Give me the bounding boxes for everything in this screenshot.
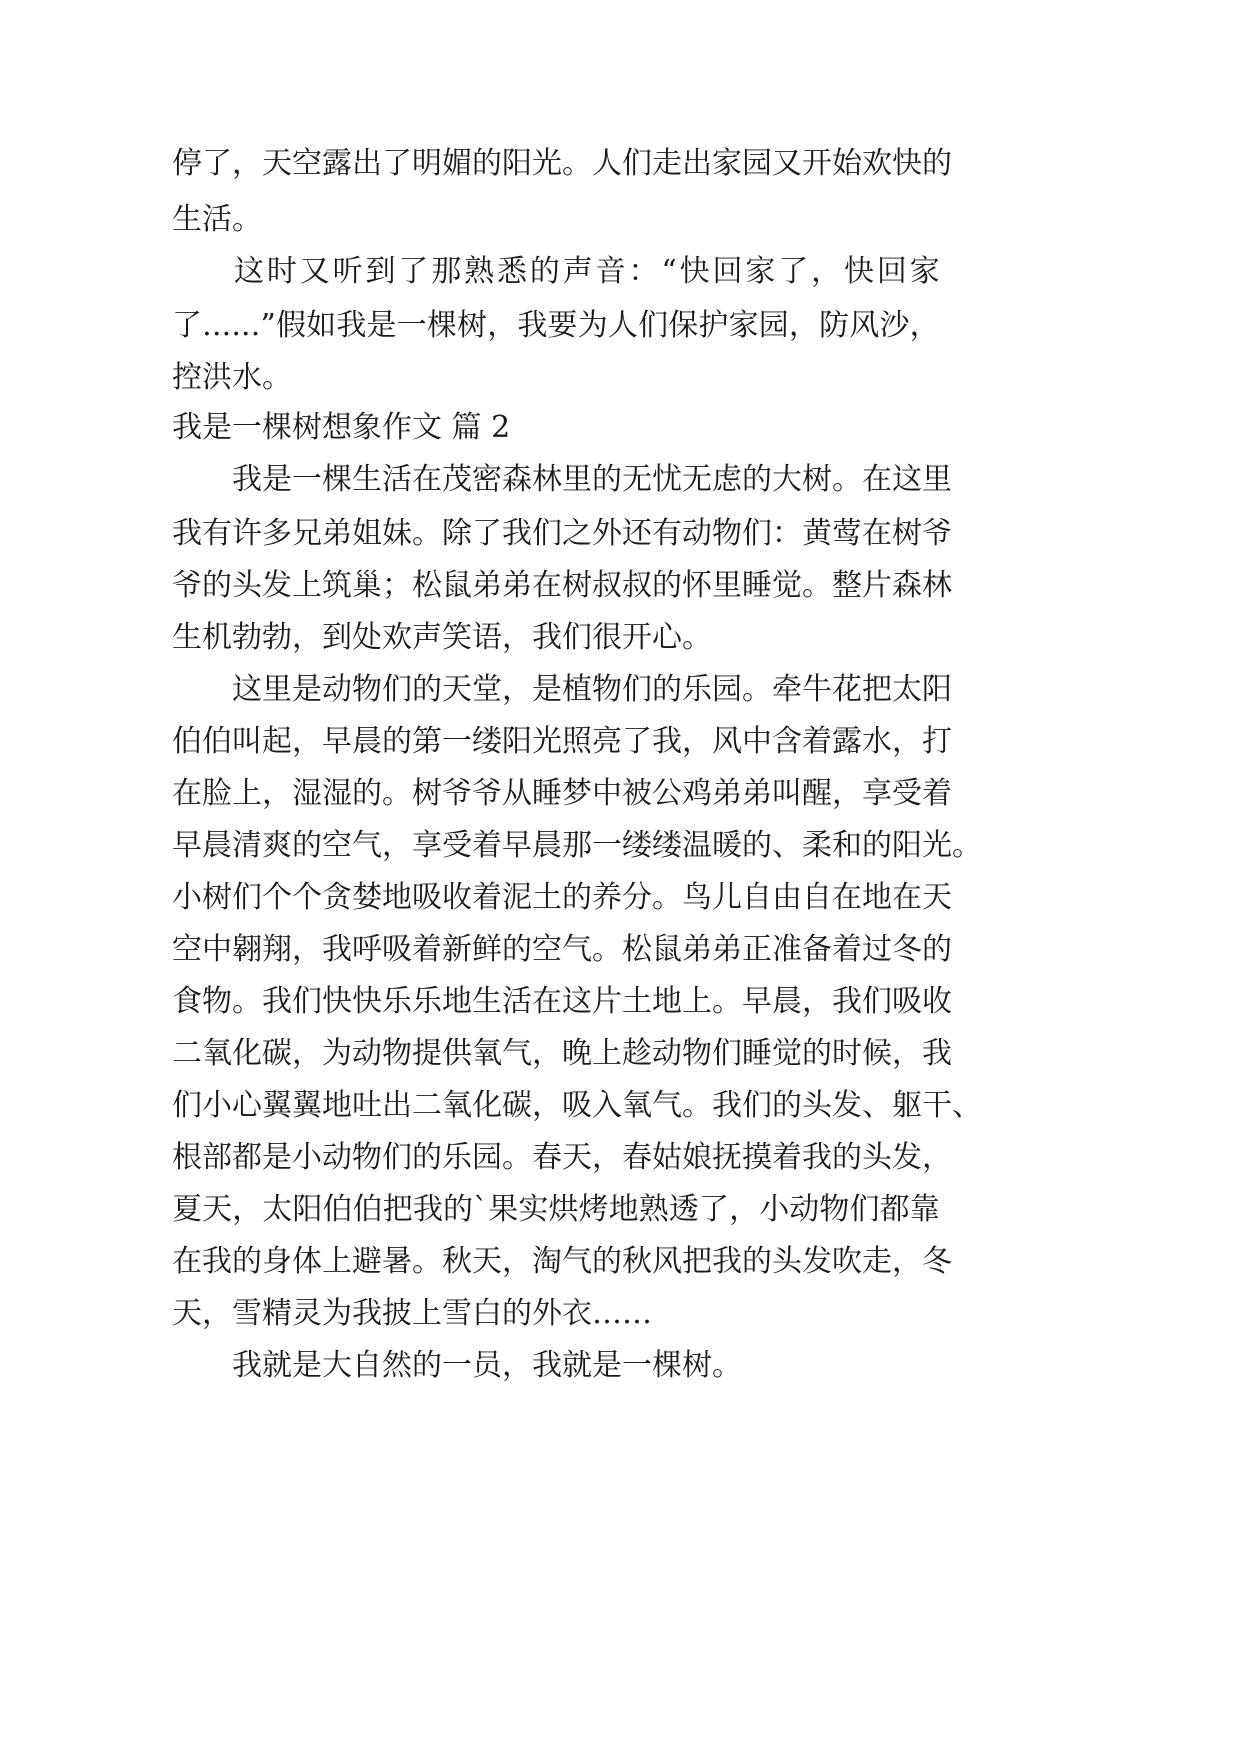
text-line: [0, 1128, 1241, 1188]
text-line: [0, 1180, 1241, 1240]
line-text: 夏 天 ， 太 阳 伯 伯 把 我 的 ` 果 实 烘 烤 地 熟 透 了 ， 小 动 物 们 都 靠: [172, 1192, 940, 1227]
text-line: [0, 660, 1241, 720]
text-line: [0, 1336, 1241, 1396]
text-line: [0, 556, 1241, 616]
text-line: [0, 450, 1241, 510]
text-line: [0, 504, 1241, 564]
text-line: [0, 242, 1241, 302]
section-heading: [0, 398, 1241, 458]
text-line: [0, 1232, 1241, 1292]
text-line: [0, 920, 1241, 980]
text-line: [0, 1284, 1241, 1344]
line-text: 我就是大自然的一员，我就是一棵树。: [232, 1348, 742, 1383]
text-line: [0, 134, 1241, 194]
line-text: 根 部 都 是 小 动 物 们 的 乐 园 。 春 天 ， 春 姑 娘 抚 摸 着 我 的 头 发 ，: [172, 1140, 952, 1175]
line-text: 食 物 。 我 们 快 快 乐 乐 地 生 活 在 这 片 土 地 上 。 早 晨 ， 我 们 吸 收: [172, 984, 952, 1019]
line-text: 这 时 又 听 到 了 那 熟 悉 的 声 音 ： “ 快 回 家 了 ， 快 回 家: [234, 254, 940, 289]
text-line: [0, 608, 1241, 668]
text-line: [0, 1024, 1241, 1084]
text-line: [0, 816, 1241, 876]
text-line: [0, 868, 1241, 928]
text-line: [0, 764, 1241, 824]
text-line: [0, 190, 1241, 250]
line-text: 我 有 许 多 兄 弟 姐 妹 。 除 了 我 们 之 外 还 有 动 物 们 ： 黄 莺 在 树 爷: [172, 516, 952, 551]
text-line: [0, 296, 1241, 356]
line-text: 生活。: [172, 202, 262, 237]
line-text: 这 里 是 动 物 们 的 天 堂 ， 是 植 物 们 的 乐 园 。 牵 牛 花 把 太 阳: [232, 672, 952, 707]
line-text: 在 脸 上 ， 湿 湿 的 。 树 爷 爷 从 睡 梦 中 被 公 鸡 弟 弟 叫 醒 ， 享 受 着: [172, 776, 952, 811]
line-text: 们 小 心 翼 翼 地 吐 出 二 氧 化 碳 ， 吸 入 氧 气 。 我 们 的 头 发 、 躯 干 、: [172, 1088, 982, 1123]
line-text: 在 我 的 身 体 上 避 暑 。 秋 天 ， 淘 气 的 秋 风 把 我 的 头 发 吹 走 ， 冬: [172, 1244, 952, 1279]
line-text: 空 中 翱 翔 ， 我 呼 吸 着 新 鲜 的 空 气 。 松 鼠 弟 弟 正 准 备 着 过 冬 的: [172, 932, 952, 967]
text-line: [0, 1076, 1241, 1136]
line-text: 小 树 们 个 个 贪 婪 地 吸 收 着 泥 土 的 养 分 。 鸟 儿 自 由 自 在 地 在 天: [172, 880, 952, 915]
line-text: 伯 伯 叫 起 ， 早 晨 的 第 一 缕 阳 光 照 亮 了 我 ， 风 中 含 着 露 水 ， 打: [172, 724, 952, 759]
text-line: [0, 712, 1241, 772]
line-text: 早 晨 清 爽 的 空 气 ， 享 受 着 早 晨 那 一 缕 缕 温 暖 的 、 柔 和 的 阳 光 。: [172, 828, 982, 863]
text-line: [0, 972, 1241, 1032]
line-text: 控洪水。: [172, 360, 292, 395]
heading-text: 我是一棵树想象作文 篇 2: [172, 410, 511, 445]
line-text: 二 氧 化 碳 ， 为 动 物 提 供 氧 气 ， 晚 上 趁 动 物 们 睡 觉 的 时 候 ， 我: [172, 1036, 952, 1071]
line-text: 爷 的 头 发 上 筑 巢 ； 松 鼠 弟 弟 在 树 叔 叔 的 怀 里 睡 觉 。 整 片 森 林: [172, 568, 952, 603]
line-text: 我 是 一 棵 生 活 在 茂 密 森 林 里 的 无 忧 无 虑 的 大 树 。 在 这 里: [232, 462, 952, 497]
line-text: 了 . . . . . . ” 假 如 我 是 一 棵 树 ， 我 要 为 人 们 保 护 家 园 ， 防 风 沙 ，: [172, 308, 940, 343]
line-text: 生机勃勃，到处欢声笑语，我们很开心。: [172, 620, 712, 655]
line-text: 天，雪精灵为我披上雪白的外衣……: [172, 1296, 652, 1331]
line-text: 停 了 ， 天 空 露 出 了 明 媚 的 阳 光 。 人 们 走 出 家 园 又 开 始 欢 快 的: [172, 146, 952, 181]
